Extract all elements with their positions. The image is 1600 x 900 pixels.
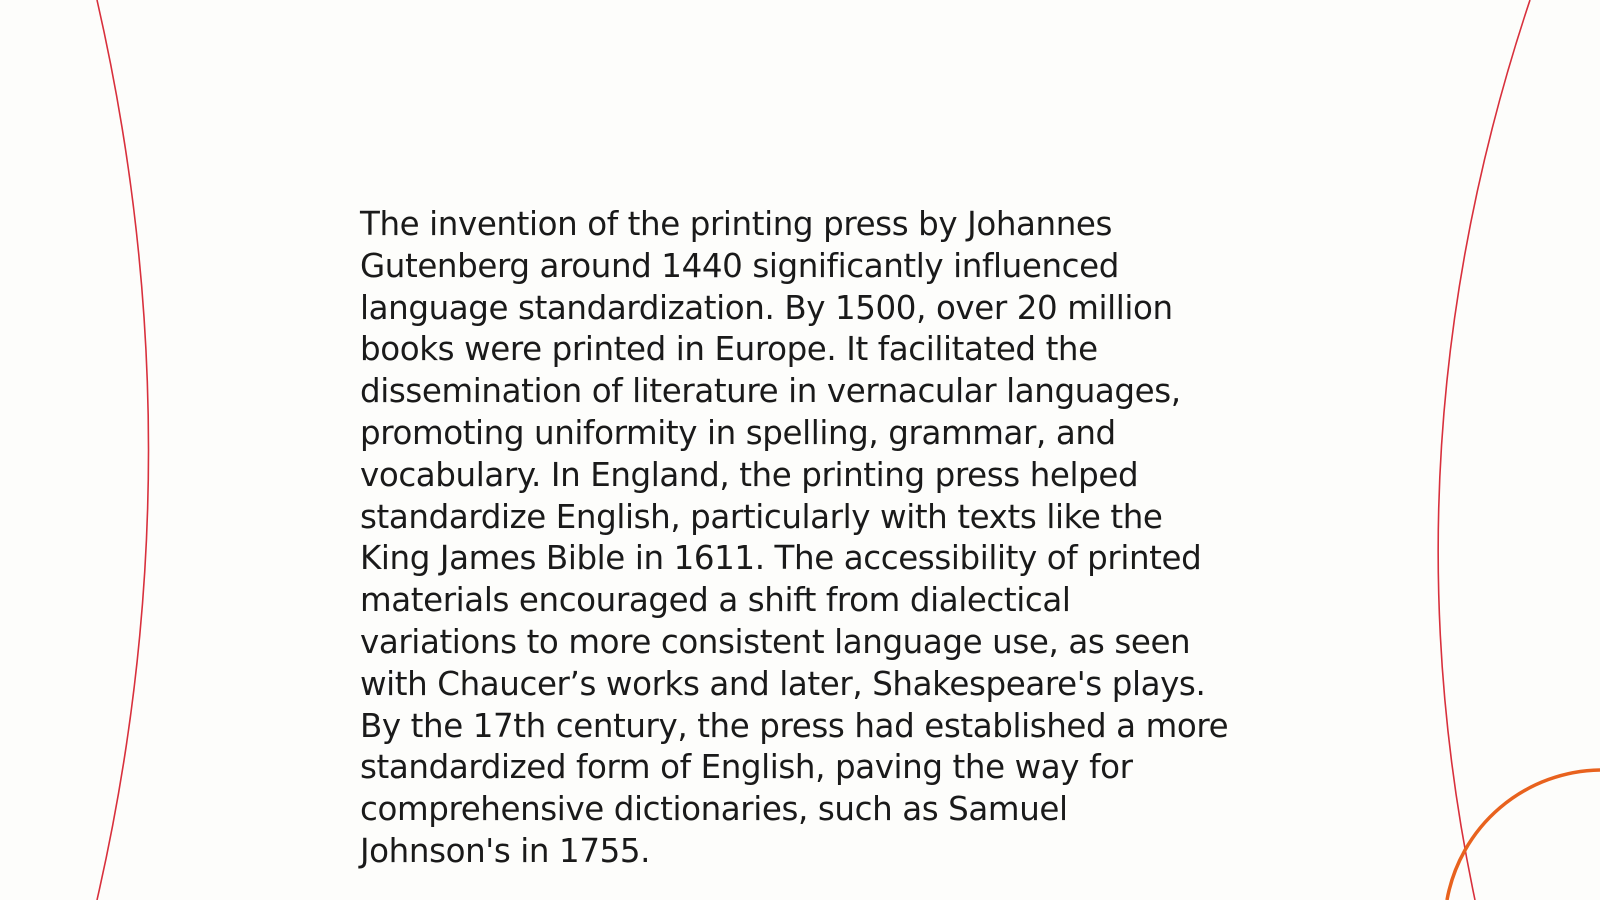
- body-paragraph: [360, 204, 1260, 873]
- body-line: language standardization. By 1500, over 20 million: [360, 288, 1173, 327]
- body-line: standardized form of English, paving the way for: [360, 748, 1133, 787]
- body-line: vocabulary. In England, the printing press helped: [360, 455, 1139, 494]
- body-line: materials encouraged a shift from dialectical: [360, 581, 1071, 620]
- body-line: King James Bible in 1611. The accessibility of printed: [360, 539, 1202, 578]
- left-curve-line: [97, 0, 149, 900]
- body-line: dissemination of literature in vernacular languages,: [360, 372, 1181, 411]
- right-curve-line: [1438, 0, 1530, 900]
- body-line: The invention of the printing press by Johannes: [360, 205, 1113, 243]
- body-line: promoting uniformity in spelling, grammar, and: [360, 413, 1116, 452]
- body-line: comprehensive dictionaries, such as Samuel: [360, 790, 1068, 829]
- body-line: By the 17th century, the press had established a more: [360, 706, 1229, 745]
- body-line: Gutenberg around 1440 significantly influenced: [360, 246, 1119, 285]
- body-line: Johnson's in 1755.: [360, 831, 651, 870]
- corner-arc: [1447, 770, 1600, 900]
- body-line: standardize English, particularly with texts like the: [360, 497, 1163, 536]
- body-line: with Chaucer’s works and later, Shakespeare's plays.: [360, 664, 1206, 703]
- body-line: variations to more consistent language use, as seen: [360, 622, 1191, 661]
- body-line: books were printed in Europe. It facilitated the: [360, 330, 1098, 369]
